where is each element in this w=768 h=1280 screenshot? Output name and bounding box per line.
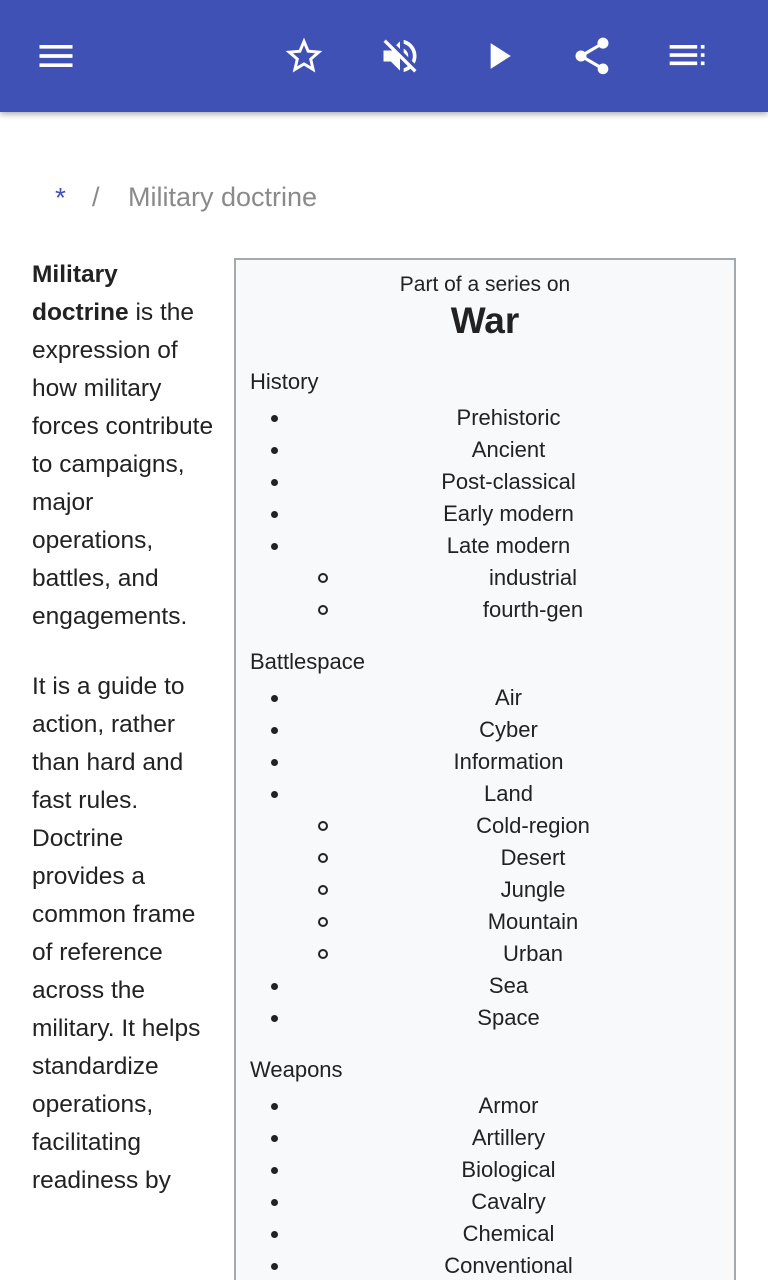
infobox-list-item[interactable] <box>236 970 734 1002</box>
article-term: Military doctrine <box>32 261 129 326</box>
infobox-link[interactable]: Urban <box>503 941 563 966</box>
infobox-above: Part of a series on <box>399 273 571 296</box>
menu-button[interactable] <box>28 28 84 84</box>
infobox-section-heading: History <box>250 369 319 394</box>
infobox-list-item[interactable] <box>236 746 734 778</box>
infobox <box>234 258 736 1280</box>
infobox-link[interactable]: Cold-region <box>476 813 590 838</box>
infobox-list-item[interactable] <box>236 778 734 810</box>
infobox-link[interactable]: Space <box>477 1005 540 1030</box>
infobox-link[interactable]: Information <box>453 749 564 774</box>
infobox-link[interactable]: Artillery <box>471 1125 546 1150</box>
bookmark-button[interactable] <box>276 28 332 84</box>
menu-icon <box>34 34 78 78</box>
infobox-sections <box>236 368 734 1280</box>
share-button[interactable] <box>564 28 620 84</box>
infobox-link[interactable]: Ancient <box>471 437 546 462</box>
infobox-link[interactable]: Prehistoric <box>456 405 561 430</box>
share-icon <box>570 34 614 78</box>
breadcrumb <box>0 178 768 222</box>
infobox-section <box>236 1056 734 1280</box>
play-icon <box>476 34 520 78</box>
contents-button[interactable] <box>660 28 716 84</box>
infobox-list-item[interactable] <box>236 1250 734 1280</box>
app-bar <box>0 0 768 112</box>
infobox-link[interactable]: Sea <box>488 973 529 998</box>
infobox-section <box>236 648 734 1034</box>
infobox-title: War <box>450 300 520 341</box>
mute-button[interactable] <box>372 28 428 84</box>
infobox-list-item[interactable] <box>236 530 734 562</box>
infobox-link[interactable]: Land <box>484 781 533 806</box>
breadcrumb-home-link[interactable]: * <box>55 182 66 213</box>
infobox-link[interactable]: Biological <box>461 1157 556 1182</box>
infobox-list-item[interactable] <box>236 1002 734 1034</box>
infobox-link[interactable]: Chemical <box>462 1221 555 1246</box>
infobox-section-heading: Battlespace <box>250 649 365 674</box>
paragraph-1 <box>32 256 214 636</box>
infobox-list-item[interactable] <box>236 594 734 626</box>
infobox-list-item[interactable] <box>236 682 734 714</box>
infobox-link[interactable]: Cavalry <box>471 1189 546 1214</box>
infobox-list-item[interactable] <box>236 1154 734 1186</box>
infobox-list-item[interactable] <box>236 810 734 842</box>
infobox-link[interactable]: Desert <box>500 845 566 870</box>
infobox-link[interactable]: Air <box>495 685 522 710</box>
infobox-section-heading: Weapons <box>250 1057 343 1082</box>
infobox-list <box>236 402 734 626</box>
paragraph-2: It is a guide to action, rather than hard and fast rules. Doctrine provides a common frame of reference across the military. It helps standardize operations, facilitating readiness by <box>32 673 201 1194</box>
breadcrumb-separator: / <box>92 182 100 212</box>
infobox-link[interactable]: Armor <box>478 1093 539 1118</box>
infobox-list <box>236 1090 734 1280</box>
breadcrumb-current: Military doctrine <box>128 182 318 212</box>
infobox-list-item[interactable] <box>236 562 734 594</box>
infobox-list-item[interactable] <box>236 466 734 498</box>
infobox-link[interactable]: Cyber <box>479 717 538 742</box>
infobox-list-item[interactable] <box>236 714 734 746</box>
infobox-list-item[interactable] <box>236 498 734 530</box>
infobox-link[interactable]: Post-classical <box>441 469 576 494</box>
infobox-link[interactable]: Early modern <box>443 501 574 526</box>
infobox-link[interactable]: Conventional <box>444 1253 573 1278</box>
infobox-list-item[interactable] <box>236 906 734 938</box>
infobox-link[interactable]: industrial <box>488 565 578 590</box>
infobox-link[interactable]: Late modern <box>446 533 571 558</box>
paragraph-1-text: is the expression of how military forces contribute to campaigns, major operations, battles, and engagements. <box>32 299 214 630</box>
infobox-list-item[interactable] <box>236 1122 734 1154</box>
infobox-list-item[interactable] <box>236 874 734 906</box>
infobox-list-item[interactable] <box>236 1218 734 1250</box>
playlist-icon <box>666 34 710 78</box>
infobox-list-item[interactable] <box>236 938 734 970</box>
infobox-list <box>236 682 734 1034</box>
star-outline-icon <box>282 34 326 78</box>
infobox-link[interactable]: Mountain <box>487 909 579 934</box>
infobox-list-item[interactable] <box>236 842 734 874</box>
infobox-link[interactable]: Jungle <box>500 877 566 902</box>
infobox-list-item[interactable] <box>236 1186 734 1218</box>
infobox-link[interactable]: fourth-gen <box>482 597 584 622</box>
volume-off-icon <box>378 34 422 78</box>
article-body <box>32 256 214 1232</box>
infobox-list-item[interactable] <box>236 434 734 466</box>
infobox-list-item[interactable] <box>236 402 734 434</box>
play-button[interactable] <box>470 28 526 84</box>
infobox-section <box>236 368 734 626</box>
infobox-list-item[interactable] <box>236 1090 734 1122</box>
